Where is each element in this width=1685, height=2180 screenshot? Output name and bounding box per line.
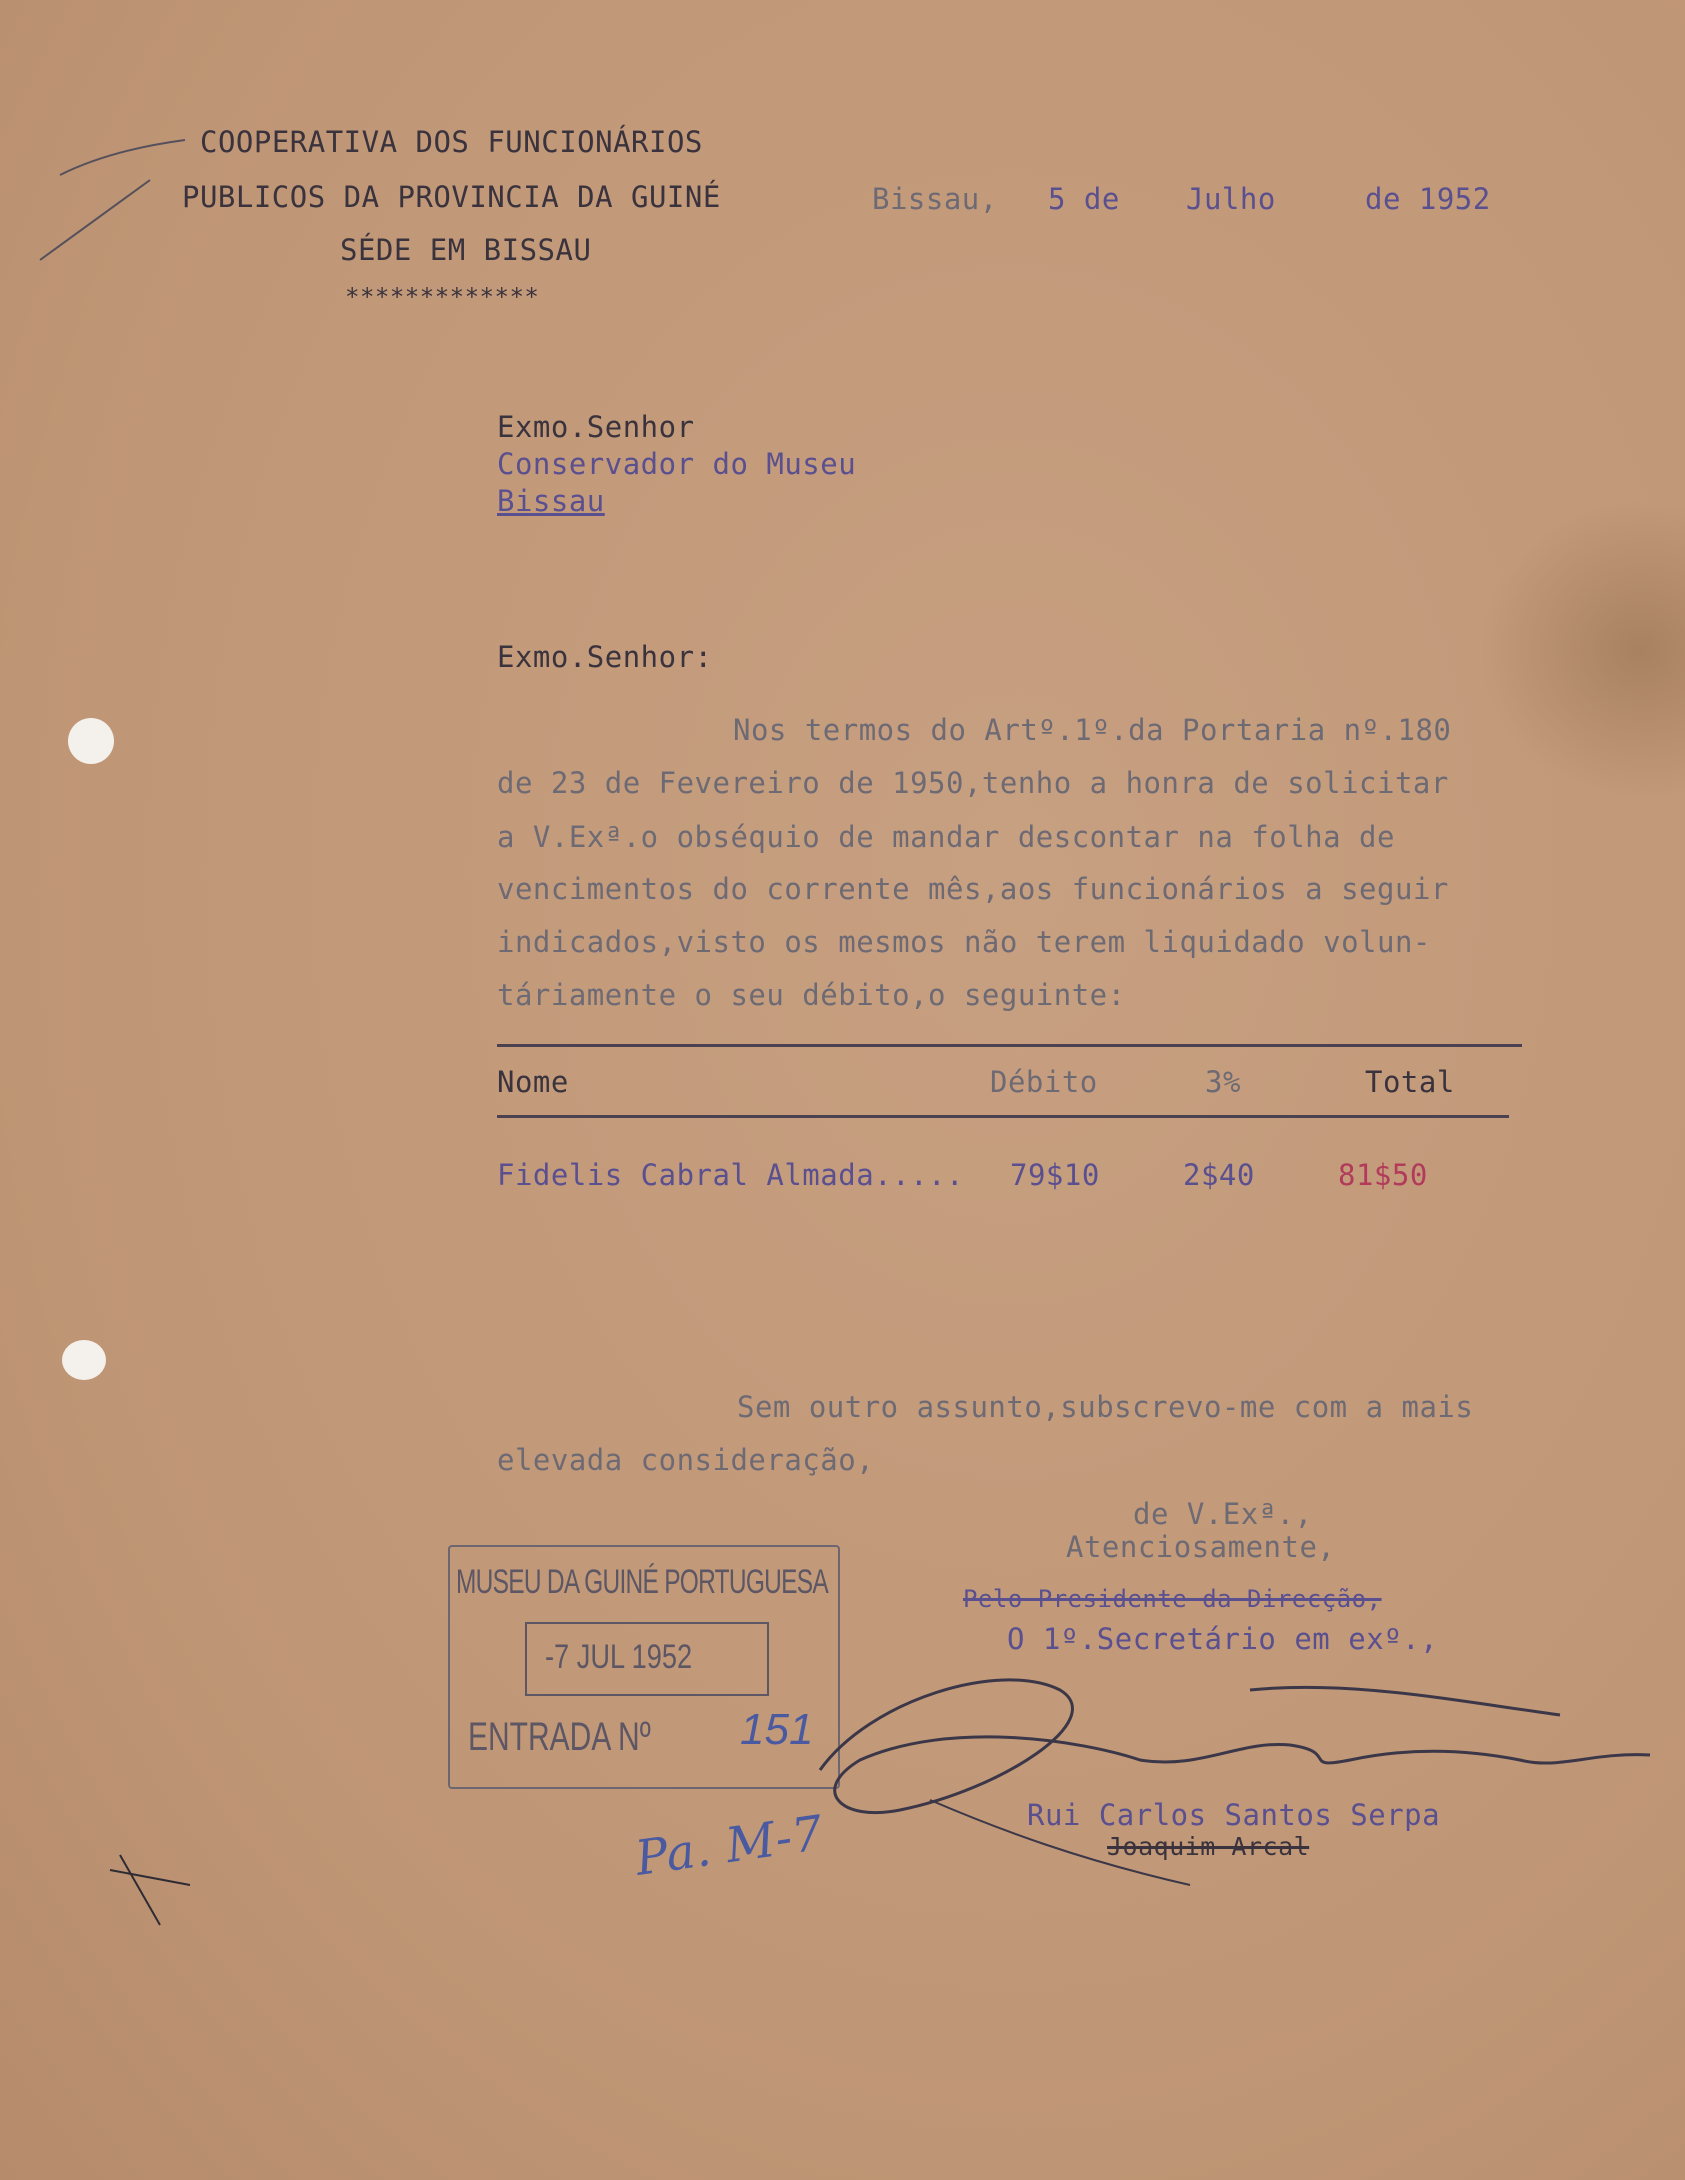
handwritten-note: Pa. M-7 <box>632 1805 827 1887</box>
margin-tick-mark <box>110 1855 190 1925</box>
body-line-3: a V.Exª.o obséquio de mandar descontar na folha de <box>497 820 1395 854</box>
signature-line-1: de V.Exª., <box>1133 1497 1313 1531</box>
body-line-4: vencimentos do corrente mês,aos funcionários a seguir <box>497 872 1449 906</box>
signature-name: Rui Carlos Santos Serpa <box>1027 1798 1441 1832</box>
table-header-debit: Débito <box>990 1065 1098 1099</box>
stamp-entry-number: 151 <box>740 1705 814 1754</box>
signature-cross-stroke <box>930 1800 1190 1885</box>
table-row-pct: 2$40 <box>1183 1158 1255 1192</box>
closing-line-1: Sem outro assunto,subscrevo-me com a mais <box>737 1390 1474 1424</box>
letterhead-line-1: COOPERATIVA DOS FUNCIONÁRIOS <box>200 125 703 159</box>
recipient-line-1: Exmo.Senhor <box>497 410 695 444</box>
date-place: Bissau, <box>872 182 998 216</box>
letterhead-stars: ************* <box>345 283 540 311</box>
body-line-6: táriamente o seu débito,o seguinte: <box>497 978 1126 1012</box>
signature-underline-stroke <box>1250 1687 1560 1715</box>
signature-struck-role: Pelo Presidente da Direcção, <box>963 1585 1382 1613</box>
closing-line-2: elevada consideração, <box>497 1443 875 1477</box>
recipient-line-2: Conservador do Museu <box>497 447 857 481</box>
table-header-total: Total <box>1365 1065 1455 1099</box>
stamp-date: -7 JUL 1952 <box>545 1638 693 1676</box>
table-header-name: Nome <box>497 1065 569 1099</box>
table-header-pct: 3% <box>1205 1065 1241 1099</box>
signature-scribble <box>820 1680 1650 1813</box>
body-line-1: Nos termos do Artº.1º.da Portaria nº.180 <box>733 713 1452 747</box>
salutation: Exmo.Senhor: <box>497 640 713 674</box>
signature-role: O 1º.Secretário em exº., <box>1007 1622 1439 1656</box>
date-day: 5 de <box>1048 182 1120 216</box>
stamp-header: MUSEU DA GUINÉ PORTUGUESA <box>456 1563 828 1601</box>
date-month: Julho <box>1186 182 1276 216</box>
recipient-line-3: Bissau <box>497 484 605 518</box>
stamp-entry-label: ENTRADA Nº <box>468 1715 651 1759</box>
table-row-total: 81$50 <box>1338 1158 1428 1192</box>
letterhead-line-3: SÉDE EM BISSAU <box>340 233 592 267</box>
date-year: de 1952 <box>1365 182 1491 216</box>
body-line-5: indicados,visto os mesmos não terem liquidado volun- <box>497 925 1431 959</box>
letterhead-flourish-diagonal <box>40 180 150 260</box>
table-row-name: Fidelis Cabral Almada..... <box>497 1158 964 1192</box>
body-line-2: de 23 de Fevereiro de 1950,tenho a honra de solicitar <box>497 766 1449 800</box>
signature-line-2: Atenciosamente, <box>1066 1530 1336 1564</box>
signature-struck-name: Joaquim Arcal <box>1107 1832 1310 1861</box>
letterhead-flourish-line <box>60 140 185 175</box>
letterhead-line-2: PUBLICOS DA PROVINCIA DA GUINÉ <box>182 180 721 214</box>
table-row-debit: 79$10 <box>1010 1158 1100 1192</box>
